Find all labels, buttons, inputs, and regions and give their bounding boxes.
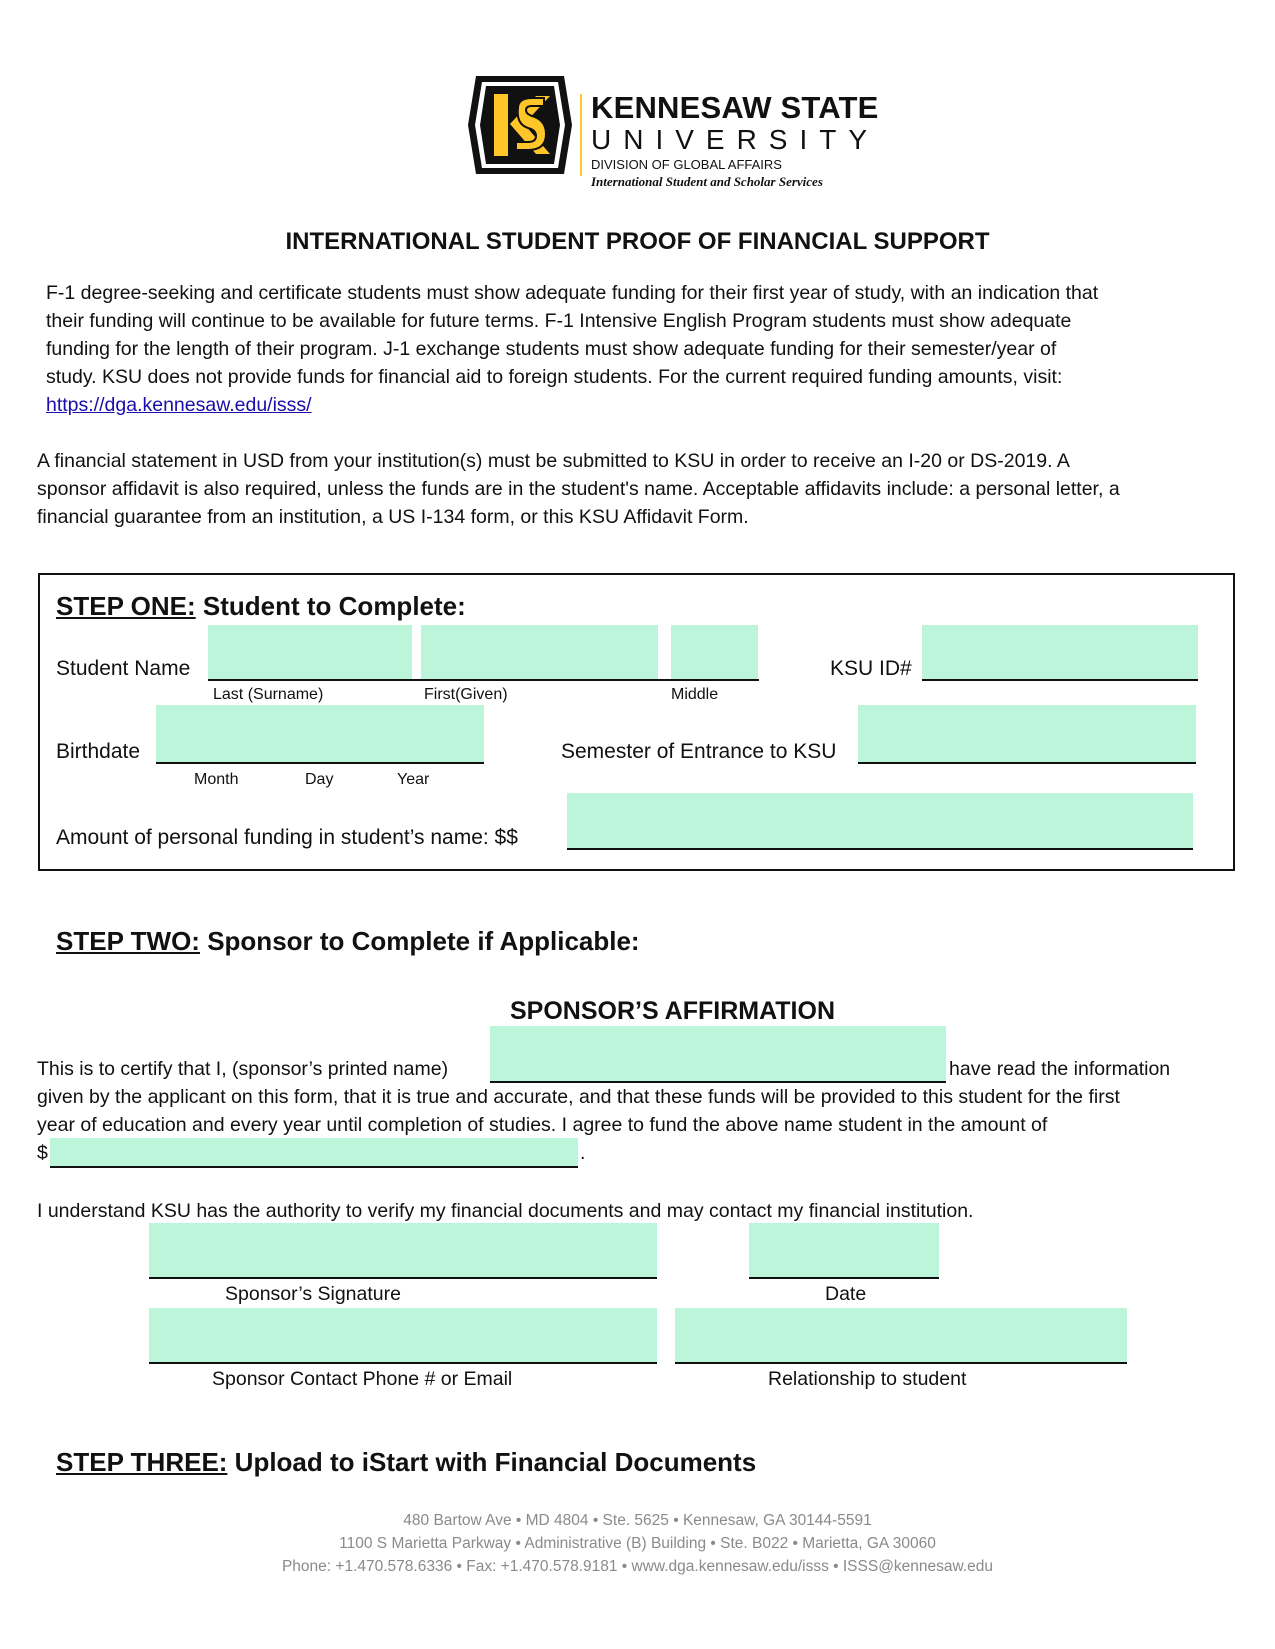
ksu-logo-icon [466, 74, 574, 176]
sponsor-affirmation-title: SPONSOR’S AFFIRMATION [510, 997, 835, 1025]
signature-date-underline [749, 1277, 939, 1279]
personal-funding-label: Amount of personal funding in student’s name: $$ [56, 826, 518, 849]
statement-line: sponsor affidavit is also required, unless the funds are in the student's name. Acceptable affidavits include: a personal letter, a [37, 478, 1120, 500]
month-caption: Month [194, 771, 239, 788]
statement-line: financial guarantee from an institution, a US I-134 form, or this KSU Affidavit Form. [37, 506, 749, 528]
first-name-caption: First(Given) [424, 686, 508, 703]
personal-funding-underline [567, 848, 1193, 850]
sponsor-signature-caption: Sponsor’s Signature [225, 1283, 401, 1305]
certify-line-3: year of education and every year until completion of studies. I agree to fund the above name student in the amount of [37, 1114, 1048, 1136]
year-caption: Year [397, 771, 430, 788]
semester-field[interactable] [858, 705, 1196, 763]
step-one-text: Student to Complete [202, 591, 458, 621]
footer-contact-line: Phone: +1.470.578.6336 • Fax: +1.470.578.9181 • www.dga.kennesaw.edu/isss • ISSS@kennesaw.edu [281, 1558, 994, 1575]
step-two-heading [56, 926, 640, 957]
last-name-field[interactable] [208, 625, 412, 681]
semester-underline [858, 762, 1196, 764]
last-name-caption: Last (Surname) [213, 686, 324, 703]
certify-line-2: given by the applicant on this form, that it is true and accurate, and that these funds will be provided to this student for the first [37, 1086, 1120, 1108]
certify-prefix: This is to certify that I, (sponsor’s printed name) [37, 1058, 449, 1080]
birthdate-label: Birthdate [56, 740, 141, 763]
intro-line: their funding will continue to be available for future terms. F-1 Intensive English Program students must show adequate [46, 310, 1072, 332]
step-three-text: Upload to iStart with Financial Documents [234, 1447, 757, 1477]
university-name-line1: KENNESAW STATE [591, 90, 879, 125]
ksu-id-label: KSU ID# [830, 657, 912, 680]
signature-date-field[interactable] [749, 1223, 939, 1279]
step-two-label: STEP TWO: [56, 926, 200, 956]
certify-suffix: have read the information [949, 1058, 1171, 1080]
footer-address-line2: 1100 S Marietta Parkway • Administrative (B) Building • Ste. B022 • Marietta, GA 30060 [339, 1535, 936, 1552]
division-name: DIVISION OF GLOBAL AFFAIRS [591, 157, 782, 172]
date-caption: Date [825, 1283, 867, 1305]
logo-divider [580, 94, 582, 176]
student-name-label: Student Name [56, 657, 191, 680]
step-two-text: Sponsor to Complete if Applicable: [207, 926, 640, 956]
step-three-heading [56, 1447, 756, 1478]
relationship-underline [675, 1362, 1127, 1364]
ksu-id-underline [922, 679, 1198, 681]
birthdate-field[interactable] [156, 705, 484, 763]
intro-line: study. KSU does not provide funds for financial aid to foreign students. For the current required funding amounts, visit: [46, 366, 1063, 388]
relationship-caption: Relationship to student [768, 1368, 967, 1390]
sponsor-contact-caption: Sponsor Contact Phone # or Email [212, 1368, 513, 1390]
verify-statement: I understand KSU has the authority to verify my financial documents and may contact my financial institution. [37, 1200, 974, 1222]
birthdate-underline [156, 762, 484, 764]
relationship-field[interactable] [675, 1308, 1127, 1364]
sponsor-contact-underline [149, 1362, 657, 1364]
step-one-heading [56, 591, 466, 622]
isss-link[interactable]: https://dga.kennesaw.edu/isss/ [46, 394, 312, 416]
footer-address-line1: 480 Bartow Ave • MD 4804 • Ste. 5625 • Kennesaw, GA 30144-5591 [403, 1512, 872, 1529]
sponsor-signature-underline [149, 1277, 657, 1279]
middle-name-field[interactable] [671, 625, 758, 681]
sponsor-contact-field[interactable] [149, 1308, 657, 1364]
day-caption: Day [305, 771, 334, 788]
dollar-sign: $ [37, 1142, 48, 1164]
statement-line: A financial statement in USD from your institution(s) must be submitted to KSU in order to receive an I-20 or DS-2019. A [37, 450, 1070, 472]
office-name: International Student and Scholar Services [591, 174, 823, 189]
step-three-label: STEP THREE: [56, 1447, 228, 1477]
middle-name-caption: Middle [671, 686, 719, 703]
university-name-line2: UNIVERSITY [591, 124, 880, 155]
first-name-field[interactable] [421, 625, 658, 681]
sponsor-signature-field[interactable] [149, 1223, 657, 1279]
student-name-underline [208, 679, 759, 681]
intro-line: F-1 degree-seeking and certificate students must show adequate funding for their first year of study, with an indication that [46, 282, 1099, 304]
semester-label: Semester of Entrance to KSU [561, 740, 837, 763]
sponsor-printed-name-underline [490, 1081, 946, 1083]
sponsor-printed-name-field[interactable] [490, 1026, 946, 1082]
intro-line: funding for the length of their program. J-1 exchange students must show adequate funding for their semester/year of [46, 338, 1057, 360]
step-one-label: STEP ONE: [56, 591, 196, 621]
statement-paragraph [37, 447, 1247, 531]
personal-funding-field[interactable] [567, 793, 1193, 849]
sponsor-amount-field[interactable] [50, 1138, 578, 1168]
sponsor-amount-underline [50, 1166, 578, 1168]
step-one-colon: : [457, 591, 466, 621]
amount-period: . [580, 1142, 586, 1164]
document-title: INTERNATIONAL STUDENT PROOF OF FINANCIAL SUPPORT [285, 228, 990, 255]
ksu-id-field[interactable] [922, 625, 1198, 681]
intro-paragraph [46, 279, 1246, 419]
